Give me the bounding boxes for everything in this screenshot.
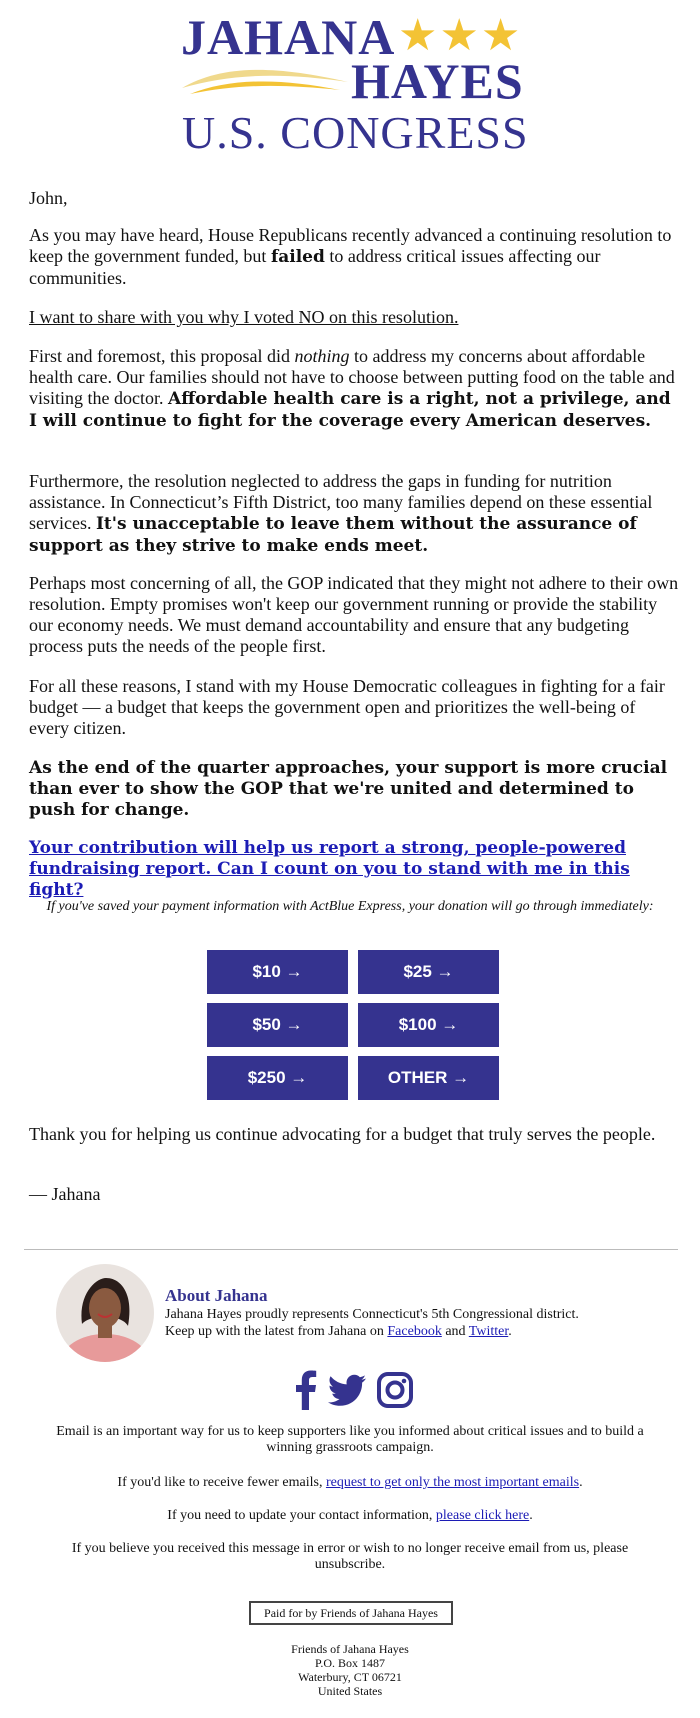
campaign-logo	[0, 0, 700, 160]
fewer-emails-link[interactable]: request to get only the most important emails	[325, 1475, 580, 1490]
about-and: and	[441, 1324, 469, 1339]
closing-thanks: Thank you for helping us continue advocating for a budget that truly serves the people.	[29, 1124, 656, 1144]
about-line-2	[165, 1323, 675, 1340]
twitter-link[interactable]: Twitter	[468, 1324, 509, 1339]
mailing-address	[200, 1642, 500, 1698]
update-contact-line	[40, 1508, 660, 1524]
update-contact-text: If you need to update your contact information,	[167, 1508, 436, 1523]
logo-subtitle: U.S. CONGRESS	[182, 107, 529, 158]
paragraph-fair-budget: For all these reasons, I stand with my House Democratic colleagues in fighting for a fair budget — a budget that keeps the government open and prioritizes the well-being of every citizen.	[29, 676, 665, 738]
donate-50-button[interactable]: $50 →	[207, 1003, 348, 1047]
footer-divider	[24, 1249, 678, 1250]
address-line-1: Friends of Jahana Hayes	[291, 1642, 409, 1656]
paragraph-1	[29, 225, 679, 289]
fewer-emails-text: If you'd like to receive fewer emails,	[117, 1475, 326, 1490]
about-description	[165, 1306, 675, 1340]
logo-name-last: HAYES	[351, 53, 524, 109]
facebook-link[interactable]: Facebook	[387, 1324, 442, 1339]
twitter-icon[interactable]	[327, 1370, 367, 1410]
update-contact-period: .	[529, 1508, 533, 1523]
address-line-3: Waterbury, CT 06721	[298, 1670, 402, 1684]
paragraph-health-care	[29, 346, 679, 432]
facebook-icon[interactable]	[292, 1370, 318, 1410]
unsubscribe-note: If you believe you received this message in error or wish to no longer receive email from us, please unsubscribe.	[71, 1541, 629, 1572]
logo-swoosh-icon	[180, 58, 350, 98]
p3-italic: nothing	[294, 346, 350, 366]
p1-text: As you may have heard, House Republicans recently advanced a continuing resolution to keep the government funded, but	[29, 225, 672, 266]
email-importance-note: Email is an important way for us to keep supporters like you informed about critical issues and to build a winning grassroots campaign.	[56, 1424, 644, 1455]
fewer-emails-period: .	[579, 1475, 583, 1490]
p3-text: First and foremost, this proposal did	[29, 346, 295, 366]
paragraph-quarter-end: As the end of the quarter approaches, your support is more crucial than ever to show the GOP that we're united and determined to push for change.	[29, 758, 668, 820]
donate-25-button[interactable]: $25 →	[358, 950, 499, 994]
actblue-express-note: If you've saved your payment information with ActBlue Express, your donation will go through immediately:	[46, 899, 654, 914]
p4-text: Furthermore, the resolution neglected to address the gaps in funding for nutrition assistance. In Connecticut’s Fifth District, too many families depend on these essential services.	[29, 471, 653, 533]
paragraph-nutrition	[29, 471, 679, 557]
paid-for-by-box: Paid for by Friends of Jahana Hayes	[249, 1601, 453, 1625]
about-line-2-text: Keep up with the latest from Jahana on	[165, 1324, 388, 1339]
about-title: About Jahana	[165, 1286, 268, 1305]
address-line-2: P.O. Box 1487	[314, 1656, 385, 1670]
p1-bold: failed	[270, 247, 325, 267]
p4-bold: It's unacceptable to leave them without the assurance of support as they strive to make ends meet.	[29, 514, 637, 556]
instagram-icon[interactable]	[376, 1370, 414, 1410]
logo-stars: ★★★	[398, 10, 523, 61]
donate-other-button[interactable]: OTHER →	[358, 1056, 499, 1100]
p3-text-middle: to address my concerns about affordable health care. Our families should not have to choose between putting food on the table and visiting the doctor.	[29, 346, 675, 408]
signoff: — Jahana	[29, 1184, 101, 1204]
avatar-portrait-icon	[56, 1264, 154, 1362]
donate-100-button[interactable]: $100 →	[358, 1003, 499, 1047]
about-period: .	[508, 1324, 512, 1339]
logo-name-first: JAHANA	[181, 9, 396, 65]
p3-bold: Affordable health care is a right, not a privilege, and I will continue to fight for the coverage every American deserves.	[29, 389, 671, 431]
contribution-link[interactable]: Your contribution will help us report a strong, people-powered fundraising report. Can I count on you to stand with me in this fight?	[29, 838, 630, 900]
donate-250-button[interactable]: $250 →	[207, 1056, 348, 1100]
address-line-4: United States	[317, 1684, 383, 1698]
p1-text-after: to address critical issues affecting our communities.	[29, 246, 601, 288]
avatar	[56, 1264, 154, 1362]
fewer-emails-line	[40, 1475, 660, 1491]
update-contact-link[interactable]: please click here	[435, 1508, 530, 1523]
donate-10-button[interactable]: $10 →	[207, 950, 348, 994]
vote-no-statement: I want to share with you why I voted NO on this resolution.	[29, 307, 459, 327]
paragraph-gop: Perhaps most concerning of all, the GOP indicated that they might not adhere to their own resolution. Empty promises won't keep our government running or provide the stability our economy needs. We must demand accountability and ensure that any budgeting process puts the needs of the people first.	[29, 573, 679, 656]
about-line-1: Jahana Hayes proudly represents Connecticut's 5th Congressional district.	[165, 1307, 579, 1322]
greeting: John,	[29, 188, 68, 208]
